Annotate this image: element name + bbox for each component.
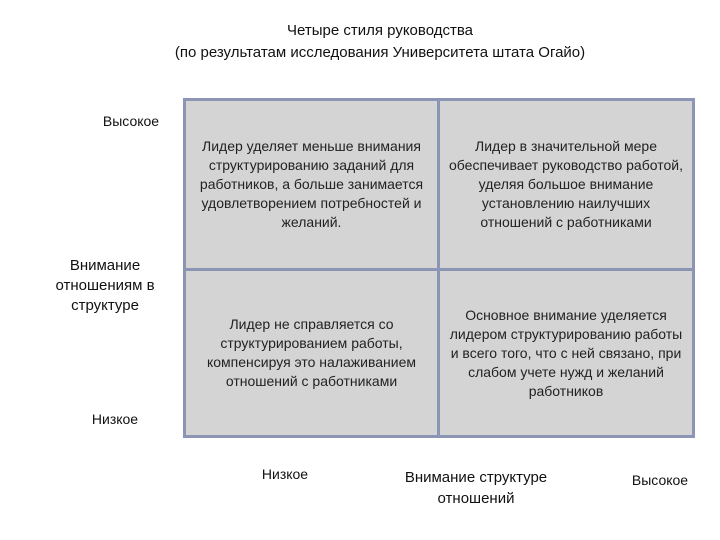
cell-top-left: Лидер уделяет меньше внимания структурированию заданий для работников, а больше занимается удовлетворением потребностей и желаний. <box>199 138 424 230</box>
title-line-1: Четыре стиля руководства <box>287 22 473 39</box>
style-matrix <box>183 98 695 438</box>
x-axis-low-label: Низкое <box>261 466 309 482</box>
cell-bottom-left: Лидер не справляется со структурированием работы, компенсируя это налаживанием отношений с работниками <box>206 316 416 389</box>
cell-bottom-right: Основное внимание уделяется лидером структурированию работы и всего того, что с ней связано, при слабом учете нужд и желаний работников <box>449 306 683 399</box>
x-axis-high-label: Высокое <box>631 472 689 488</box>
y-axis-low-label: Низкое <box>91 411 139 427</box>
y-axis-high-label: Высокое <box>102 113 160 129</box>
cell-top-right: Лидер в значительной мере обеспечивает руководство работой, уделяя большое внимание установлению наилучших отношений с работниками <box>449 138 683 230</box>
title-line-2: (по результатам исследования Университета штата Огайо) <box>174 44 586 61</box>
y-axis-title: Внимание отношениям в структуре <box>55 257 155 314</box>
diagram-title <box>60 20 700 64</box>
x-axis-title: Внимание структуре отношений <box>404 469 548 507</box>
